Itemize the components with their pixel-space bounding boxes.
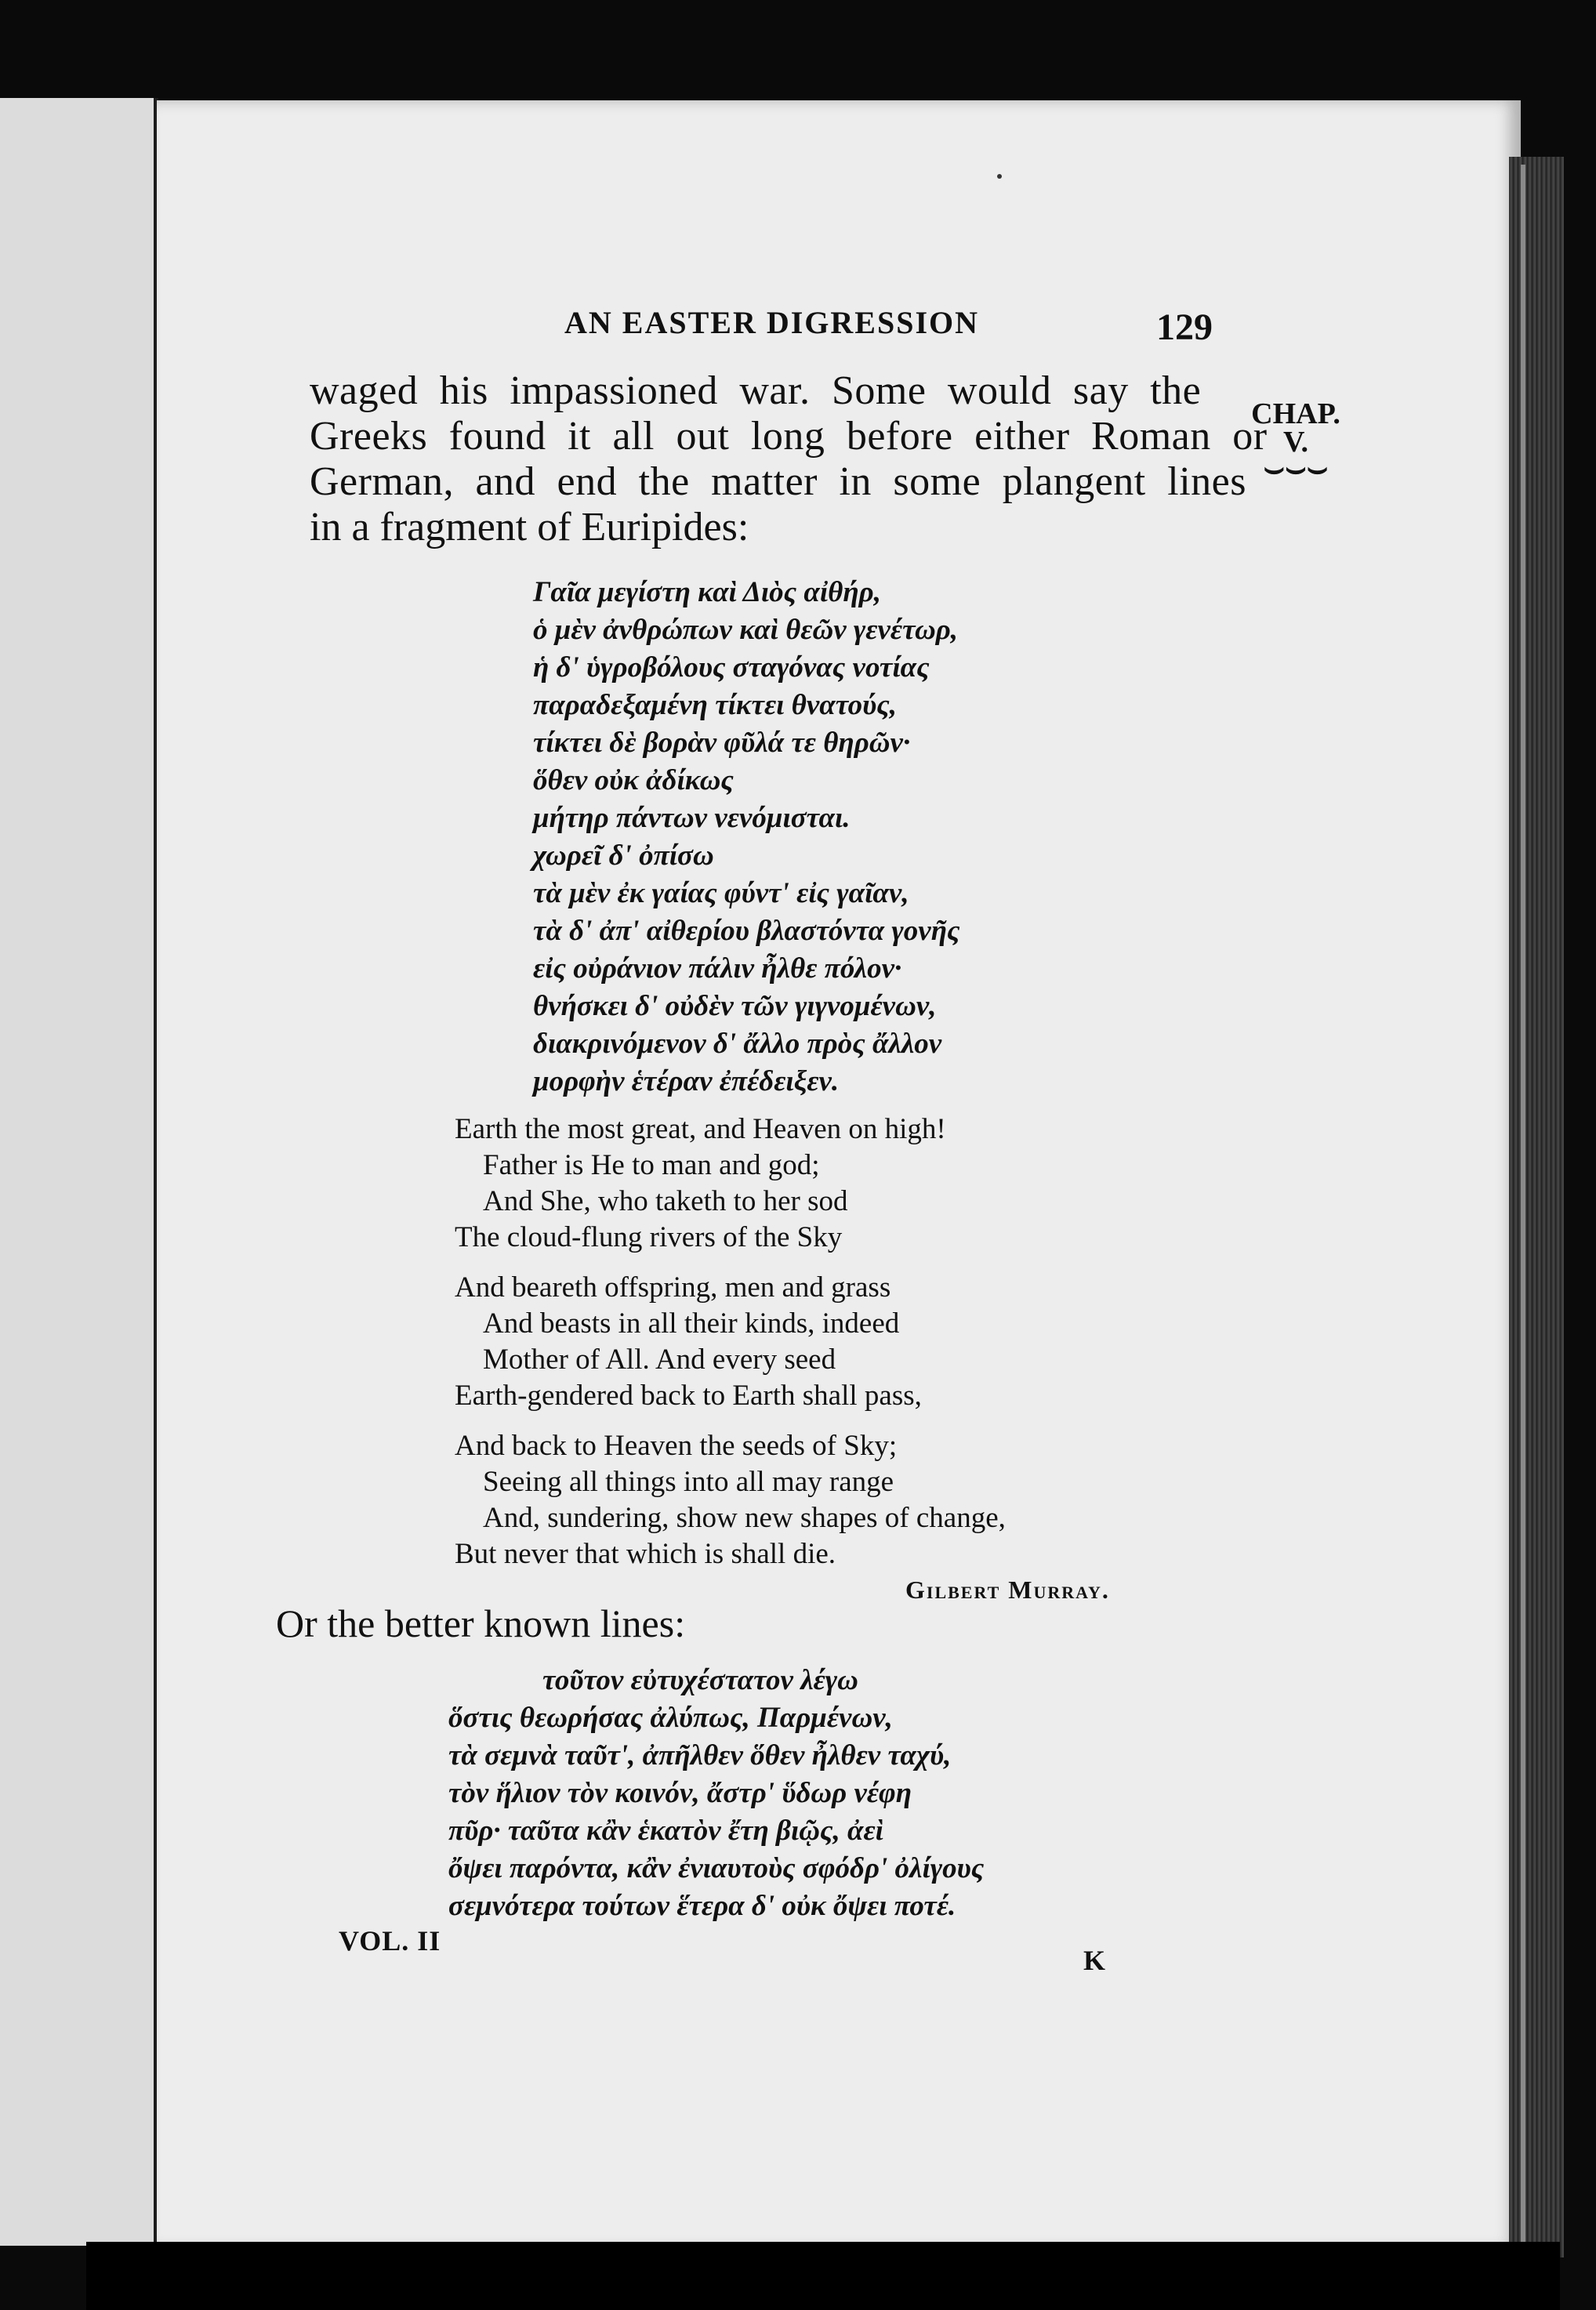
prose-line: Greeks found it all out long before either Roman or bbox=[310, 414, 1268, 459]
page-number: 129 bbox=[1156, 306, 1213, 348]
greek-line: τὰ δ' ἀπ' αἰθερίου βλαστόντα γονῆς bbox=[533, 915, 960, 947]
stanza bbox=[455, 1428, 1006, 1572]
greek-line: παραδεξαμένη τίκτει θνατούς, bbox=[533, 689, 898, 721]
greek-line: σεμνότερα τούτων ἕτερα δ' οὐκ ὄψει ποτέ. bbox=[448, 1890, 956, 1922]
stanza bbox=[455, 1270, 1006, 1414]
verse-line: And, sundering, show new shapes of change, bbox=[483, 1502, 1006, 1534]
greek-line: ἡ δ' ὑγροβόλους σταγόνας νοτίας bbox=[533, 651, 930, 684]
chapter-number: V. bbox=[1282, 426, 1309, 459]
verse-line: And beareth offspring, men and grass bbox=[455, 1271, 891, 1304]
greek-line: μήτηρ πάντων νενόμισται. bbox=[533, 802, 851, 834]
scan-shadow bbox=[86, 2242, 1560, 2310]
chapter-label: CHAP. bbox=[1251, 397, 1340, 430]
verse-line: And beasts in all their kinds, indeed bbox=[483, 1307, 900, 1340]
speck bbox=[997, 174, 1002, 179]
verse-line: The cloud-flung rivers of the Sky bbox=[455, 1221, 843, 1253]
greek-line: ὄψει παρόντα, κἂν ἐνιαυτοὺς σφόδρ' ὀλίγους bbox=[448, 1852, 985, 1884]
verse-line: Mother of All. And every seed bbox=[483, 1344, 836, 1376]
page-edge-highlight bbox=[1521, 165, 1525, 2242]
page-stack-edge bbox=[1509, 157, 1564, 2257]
greek-line: θνήσκει δ' οὐδὲν τῶν γιγνομένων, bbox=[533, 990, 937, 1022]
greek-line: ὅστις θεωρήσας ἀλύπως, Παρμένων, bbox=[448, 1702, 893, 1734]
greek-line: διακρινόμενον δ' ἄλλο πρὸς ἄλλον bbox=[533, 1028, 942, 1060]
greek-line: τὰ σεμνὰ ταῦτ', ἀπῆλθεν ὅθεν ἦλθεν ταχύ, bbox=[448, 1739, 952, 1771]
prose-line: waged his impassioned war. Some would say the bbox=[310, 368, 1202, 413]
volume-mark: VOL. II bbox=[339, 1925, 441, 1956]
lead-in-text: Or the better known lines: bbox=[276, 1601, 686, 1645]
verse-line: And back to Heaven the seeds of Sky; bbox=[455, 1430, 898, 1462]
facing-page-edge bbox=[0, 98, 158, 2246]
greek-line: τίκτει δὲ βορὰν φῦλά τε θηρῶν· bbox=[533, 727, 911, 759]
verse-line: And She, who taketh to her sod bbox=[483, 1185, 848, 1217]
verse-line: Earth-gendered back to Earth shall pass, bbox=[455, 1380, 922, 1412]
greek-line: Γαῖα μεγίστη καὶ Διὸς αἰθήρ, bbox=[533, 576, 881, 608]
greek-fragment-euripides bbox=[533, 574, 960, 1101]
running-head: AN EASTER DIGRESSION bbox=[564, 305, 980, 340]
greek-line: τοῦτον εὐτυχέστατον λέγω bbox=[542, 1664, 858, 1696]
verse-line: Father is He to man and god; bbox=[483, 1149, 820, 1181]
translator-attribution: Gilbert Murray. bbox=[905, 1576, 1110, 1604]
greek-line: ὅθεν οὐκ ἀδίκως bbox=[533, 764, 734, 796]
greek-line: τὸν ἥλιον τὸν κοινόν, ἄστρ' ὕδωρ νέφη bbox=[448, 1777, 912, 1809]
verse-line: Earth the most great, and Heaven on high! bbox=[455, 1113, 946, 1145]
verse-line: Seeing all things into all may range bbox=[483, 1466, 894, 1498]
stanza bbox=[455, 1111, 1006, 1256]
greek-line: τὰ μὲν ἐκ γαίας φύντ' εἰς γαῖαν, bbox=[533, 877, 909, 909]
greek-line: ὁ μὲν ἀνθρώπων καὶ θεῶν γενέτωρ, bbox=[533, 614, 959, 646]
greek-line: χωρεῖ δ' ὀπίσω bbox=[533, 840, 714, 872]
greek-line: εἰς οὐράνιον πάλιν ἦλθε πόλον· bbox=[533, 952, 902, 985]
prose-line: German, and end the matter in some plangent lines bbox=[310, 459, 1246, 504]
greek-fragment-menander bbox=[448, 1662, 984, 1925]
greek-line: πῦρ· ταῦτα κἂν ἑκατὸν ἔτη βιῷς, ἀεὶ bbox=[448, 1815, 883, 1847]
english-translation bbox=[455, 1111, 1006, 1587]
greek-line: μορφὴν ἑτέραν ἐπέδειξεν. bbox=[533, 1065, 840, 1097]
swash-ornament-icon: ⌣⌣⌣ bbox=[1263, 451, 1329, 487]
body-paragraph bbox=[310, 368, 1268, 550]
prose-line: in a fragment of Euripides: bbox=[310, 505, 749, 549]
verse-line: But never that which is shall die. bbox=[455, 1538, 836, 1570]
signature-mark: K bbox=[1083, 1945, 1106, 1976]
